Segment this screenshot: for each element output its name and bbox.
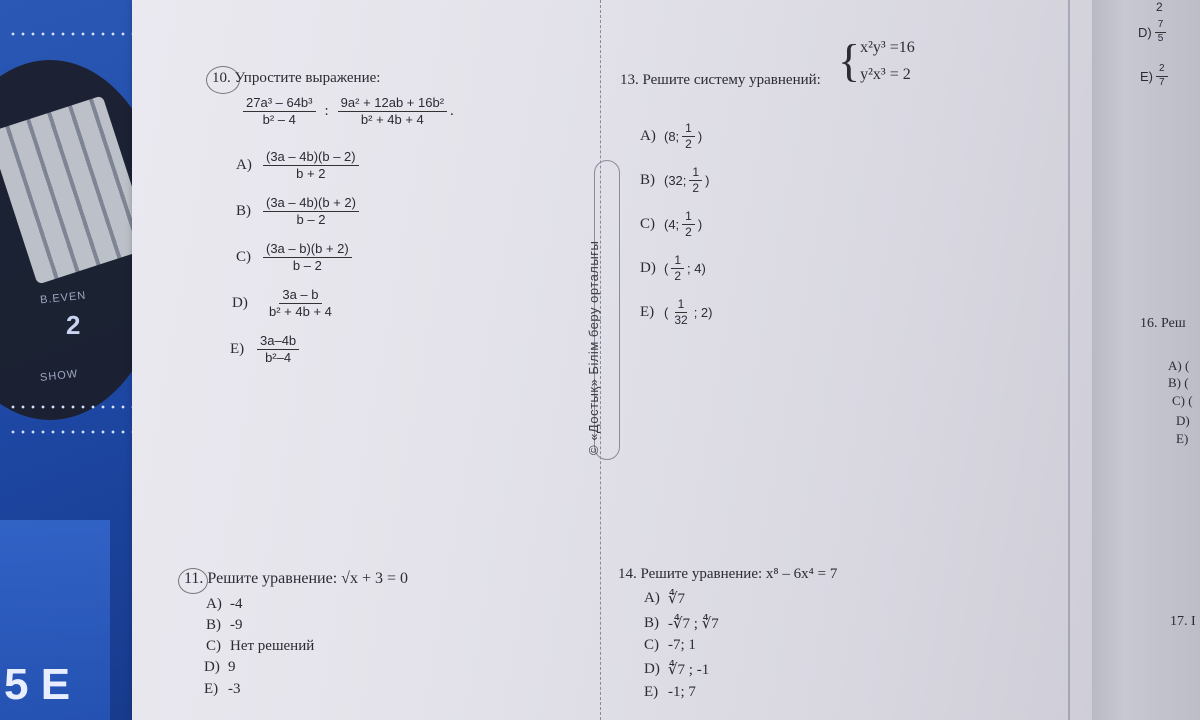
- q13-option-d: [640, 254, 706, 282]
- fraction-numerator: 9a² + 12ab + 16b²: [338, 96, 447, 112]
- q14-option-c: [644, 637, 696, 654]
- fraction-numerator: 1: [675, 298, 688, 313]
- option-letter: C): [206, 638, 221, 654]
- right-q16-option-e: E): [1176, 431, 1189, 446]
- option-letter: A): [206, 596, 222, 612]
- right-q16-option-d: D): [1176, 413, 1190, 428]
- right-q16-option-c: C) (: [1172, 393, 1193, 408]
- fraction-numerator: 3a–4b: [257, 334, 299, 350]
- option-letter: A): [644, 590, 660, 606]
- publisher-credit: © «Достық» Білім беру орталығы: [586, 240, 601, 455]
- q11-option-b: [206, 617, 243, 634]
- bg-label-show: SHOW: [39, 368, 79, 384]
- fraction-denominator: b²–4: [265, 349, 292, 365]
- fraction-denominator: b² + 4b + 4: [360, 111, 424, 127]
- option-letter: A): [236, 156, 252, 173]
- option-text: -1; 7: [668, 684, 696, 700]
- option-letter: C): [644, 637, 659, 653]
- q11-option-a: [206, 596, 243, 613]
- option-suffix: ; 4): [687, 260, 706, 276]
- q10-fraction-1: [243, 96, 316, 126]
- fraction-numerator: 2: [1156, 64, 1168, 77]
- equation-2: y²x³ = 2: [860, 66, 911, 84]
- option-letter: E): [230, 340, 245, 357]
- option-suffix: ): [705, 172, 710, 188]
- fraction-denominator: 7: [1159, 76, 1165, 88]
- right-option-d: [1138, 20, 1169, 44]
- q14-option-a: [644, 589, 685, 608]
- q10-fraction-2: [338, 96, 447, 126]
- option-prefix: (8;: [664, 128, 680, 144]
- fraction-numerator: 1: [682, 122, 695, 137]
- bg-big-text: 5 E: [4, 660, 71, 709]
- option-text: -7; 1: [668, 637, 696, 653]
- q13-system: [838, 34, 915, 88]
- q14-option-b: [644, 614, 719, 633]
- q10-option-c: [236, 242, 355, 272]
- fraction-numerator: 1: [671, 254, 684, 269]
- q11-title: 11. Решите уравнение: √x + 3 = 0: [184, 570, 408, 587]
- dot-pattern: [8, 405, 148, 409]
- fraction-numerator: (3a – 4b)(b – 2): [263, 150, 359, 166]
- fraction-denominator: 2: [685, 224, 692, 239]
- q10-option-d: [232, 288, 338, 318]
- equation-1: x²y³ =16: [860, 39, 915, 56]
- period: .: [450, 102, 454, 119]
- fraction-numerator: 7: [1155, 20, 1167, 33]
- option-letter: D): [640, 259, 656, 276]
- option-letter: C): [640, 215, 655, 232]
- option-letter: B): [644, 615, 659, 631]
- q11-option-c: [206, 638, 314, 655]
- dot-pattern: [8, 430, 148, 434]
- option-suffix: ): [697, 216, 703, 232]
- q11-option-d: [204, 659, 236, 676]
- right-q16-title: 16. Реш: [1140, 316, 1186, 331]
- option-letter: D): [232, 294, 248, 311]
- option-text: -9: [230, 617, 243, 633]
- fraction-denominator: 2: [674, 268, 682, 283]
- fraction-denominator: b – 2: [292, 257, 322, 273]
- system-equations: [860, 34, 915, 88]
- fraction-denominator: b² + 4b + 4: [269, 303, 332, 319]
- option-letter: B): [640, 171, 655, 188]
- option-text: 9: [228, 659, 236, 675]
- fraction-denominator: 5: [1157, 32, 1164, 44]
- fraction-denominator: 2: [692, 180, 700, 195]
- right-q16-option-a: A) (: [1168, 358, 1190, 373]
- q13-option-c: [640, 210, 702, 238]
- right-fragment-top: 2: [1156, 0, 1163, 14]
- fraction-denominator: 32: [674, 312, 688, 327]
- right-option-e: [1140, 64, 1171, 88]
- fraction-numerator: 3a – b: [279, 288, 321, 304]
- option-letter: D): [204, 659, 220, 675]
- q13-option-b: [640, 166, 709, 194]
- fraction-denominator: b² – 4: [262, 111, 296, 127]
- fraction-numerator: 27a³ – 64b³: [243, 96, 316, 112]
- q10-title: 10. Упростите выражение:: [212, 70, 381, 86]
- q13-option-a: [640, 122, 702, 150]
- option-text: ∜7 ; -1: [668, 662, 710, 678]
- right-q17-title: 17. I: [1170, 614, 1196, 629]
- option-prefix: (: [664, 304, 669, 320]
- option-letter: A): [640, 127, 656, 144]
- fraction-numerator: (3a – 4b)(b + 2): [263, 196, 359, 212]
- q10-option-a: [236, 150, 362, 180]
- option-text: ∜7: [668, 591, 686, 607]
- option-text: Нет решений: [230, 638, 315, 654]
- q10-option-b: [236, 196, 362, 226]
- option-suffix: ; 2): [693, 304, 713, 320]
- option-letter: B): [206, 617, 221, 633]
- division-sign: :: [324, 102, 329, 119]
- q11-option-e: [204, 681, 241, 698]
- option-suffix: ): [697, 128, 703, 144]
- q13-title: 13. Решите систему уравнений:: [620, 72, 821, 88]
- fraction-numerator: 1: [682, 210, 695, 225]
- option-letter: E): [204, 681, 219, 697]
- bg-big-digit: 2: [66, 310, 81, 340]
- fraction-numerator: 1: [689, 166, 702, 181]
- fraction-denominator: 2: [685, 136, 692, 151]
- fraction-denominator: b + 2: [296, 165, 326, 181]
- q13-option-e: [640, 298, 713, 326]
- option-prefix: (4;: [664, 216, 680, 232]
- q14-option-e: [644, 684, 696, 701]
- option-letter: B): [236, 202, 251, 219]
- fraction-denominator: b – 2: [296, 211, 326, 227]
- dot-pattern: [8, 32, 148, 36]
- bg-label-beven: B.EVEN: [39, 289, 87, 307]
- system-brace: {: [838, 35, 861, 87]
- fraction-numerator: (3a – b)(b + 2): [263, 242, 352, 258]
- option-letter: E): [640, 303, 655, 320]
- page-fold: [1068, 0, 1070, 720]
- right-q16-option-b: B) (: [1168, 375, 1189, 390]
- q10-option-e: [230, 334, 302, 364]
- q10-expression: [240, 96, 454, 126]
- option-letter: D): [1138, 24, 1152, 40]
- option-letter: D): [644, 661, 660, 677]
- option-text: -4: [230, 596, 243, 612]
- option-letter: E): [1140, 68, 1153, 84]
- option-letter: C): [236, 248, 251, 265]
- q14-option-d: [644, 660, 709, 679]
- option-text: -3: [228, 681, 241, 697]
- option-text: -∜7 ; ∜7: [668, 616, 719, 632]
- option-letter: E): [644, 684, 659, 700]
- q14-title: 14. Решите уравнение: x⁸ – 6x⁴ = 7: [618, 566, 838, 582]
- option-prefix: (: [664, 260, 669, 276]
- option-prefix: (32;: [664, 172, 687, 188]
